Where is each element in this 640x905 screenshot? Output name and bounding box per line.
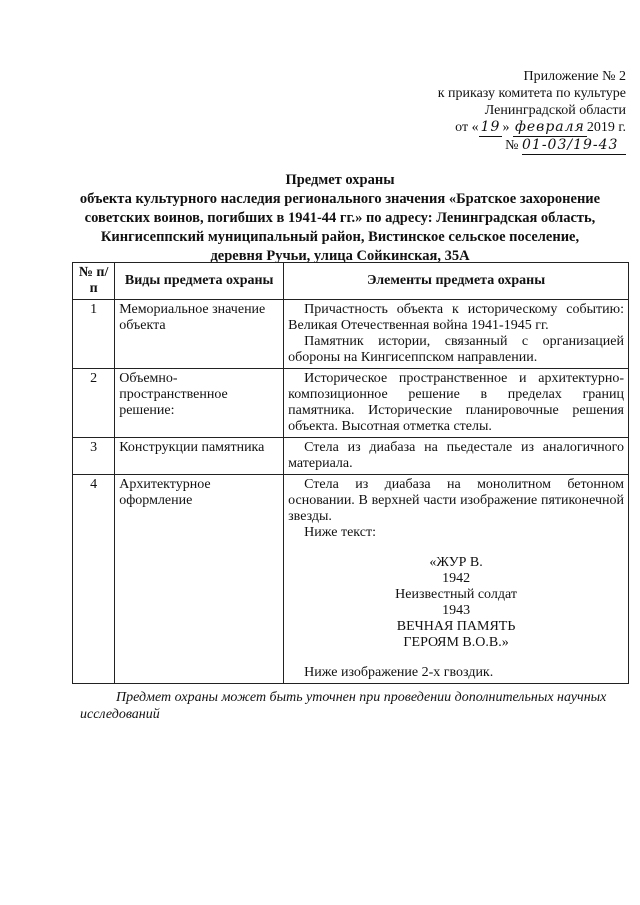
date-month: февраля bbox=[514, 119, 585, 135]
row-paragraph: Стела из диабаза на монолитном бетонном основании. В верхней части изображение пятиконечной звезды. bbox=[288, 477, 624, 524]
row-kind: Мемориальное значение объекта bbox=[115, 300, 284, 369]
appendix-order-number: № 01-03/19-43 bbox=[438, 137, 626, 155]
footnote-line-2: исследований bbox=[80, 707, 160, 722]
row-elements bbox=[284, 438, 629, 475]
row-paragraph: Причастность объекта к историческому событию: Великая Отечественная война 1941-1945 гг. bbox=[288, 302, 624, 333]
title-line-3: Кингисеппский муниципальный район, Вистинское сельское поселение, bbox=[100, 229, 580, 245]
title-line-4: деревня Ручьи, улица Сойкинская, 35А bbox=[210, 248, 470, 264]
title-line-1: объекта культурного наследия регионального значения «Братское захоронение bbox=[79, 191, 601, 207]
row-elements bbox=[284, 369, 629, 438]
title-line-2: советских воинов, погибших в 1941-44 гг.» по адресу: Ленинградская область, bbox=[84, 210, 596, 226]
order-number-value: 01-03/19-43 bbox=[522, 137, 626, 155]
row-num: 1 bbox=[73, 300, 115, 369]
inscription-line: ГЕРОЯМ В.О.В.» bbox=[403, 635, 509, 650]
table-header-row bbox=[73, 263, 629, 300]
row-paragraph: Стела из диабаза на пьедестале из аналогичного материала. bbox=[288, 440, 624, 471]
table-row bbox=[73, 369, 629, 438]
title-heading: Предмет охраны bbox=[285, 172, 395, 188]
inscription-line: ВЕЧНАЯ ПАМЯТЬ bbox=[396, 619, 516, 634]
appendix-date: от « 19 » февраля 2019 г. bbox=[455, 119, 626, 135]
row-kind: Архитектурное оформление bbox=[115, 475, 284, 684]
footnote bbox=[80, 689, 626, 723]
inscription-line: Неизвестный солдат bbox=[395, 587, 517, 602]
document-title bbox=[60, 171, 620, 266]
row-elements bbox=[284, 475, 629, 684]
appendix-region: Ленинградской области bbox=[484, 103, 626, 118]
row-paragraph: Ниже текст: bbox=[304, 525, 376, 540]
inscription-line: «ЖУР В. bbox=[429, 555, 483, 570]
header-num: № п/п bbox=[73, 263, 115, 300]
row-paragraph: Памятник истории, связанный с организацией обороны на Кингисеппском направлении. bbox=[288, 334, 624, 365]
date-day: 19 bbox=[480, 119, 501, 135]
header-elements: Элементы предмета охраны bbox=[284, 263, 629, 300]
header-kind: Виды предмета охраны bbox=[115, 263, 284, 300]
footnote-line-1: Предмет охраны может быть уточнен при проведении дополнительных научных bbox=[116, 690, 607, 705]
stele-inscription bbox=[288, 555, 624, 651]
row-kind: Конструкции памятника bbox=[115, 438, 284, 475]
table-row bbox=[73, 438, 629, 475]
appendix-number: Приложение № 2 bbox=[523, 69, 626, 84]
row-paragraph: Ниже изображение 2-х гвоздик. bbox=[304, 665, 494, 680]
row-kind: Объемно-пространственное решение: bbox=[115, 369, 284, 438]
date-year: 2019 г. bbox=[586, 120, 626, 135]
protection-table bbox=[72, 262, 629, 684]
inscription-line: 1943 bbox=[442, 603, 471, 618]
table-row bbox=[73, 300, 629, 369]
row-num: 4 bbox=[73, 475, 115, 684]
inscription-line: 1942 bbox=[442, 571, 471, 586]
appendix-header bbox=[438, 68, 626, 155]
table-row bbox=[73, 475, 629, 684]
appendix-order-ref: к приказу комитета по культуре bbox=[437, 86, 626, 101]
row-num: 3 bbox=[73, 438, 115, 475]
row-elements bbox=[284, 300, 629, 369]
row-num: 2 bbox=[73, 369, 115, 438]
row-paragraph: Историческое пространственное и архитектурно-композиционное решение в пределах границ памятника. Исторические планировочные решения объекта. Высотная отметка стелы. bbox=[288, 371, 624, 434]
